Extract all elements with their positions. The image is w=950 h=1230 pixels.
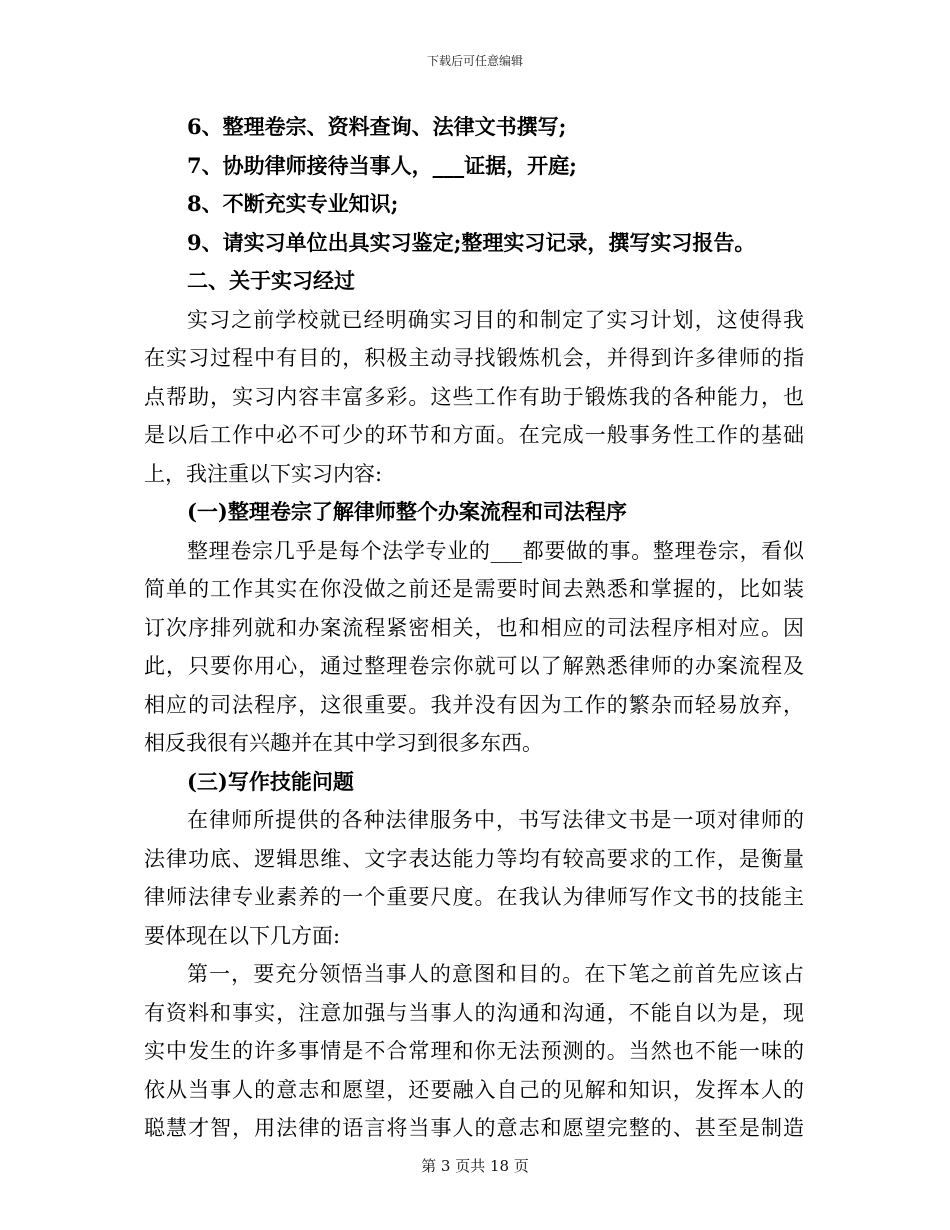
paragraph-line: 第一，要充分领悟当事人的意图和目的。在下笔之前首先应该占 <box>187 962 804 986</box>
section-heading: 二、关于实习经过 <box>187 268 355 293</box>
list-item: 7、协助律师接待当事人，___证据，开庭; <box>187 152 577 178</box>
paragraph-line: 点帮助，实习内容丰富多彩。这些工作有助于锻炼我的各种能力，也 <box>144 384 804 409</box>
paragraph-line: 此，只要你用心，通过整理卷宗你就可以了解熟悉律师的办案流程及 <box>144 654 804 678</box>
paragraph-line: 上，我注重以下实习内容: <box>144 461 383 486</box>
subheading: (一)整理卷宗了解律师整个办案流程和司法程序 <box>187 499 627 524</box>
paragraph-line: 相反我很有兴趣并在其中学习到很多东西。 <box>144 731 543 755</box>
paragraph-line: 订次序排列就和办案流程紧密相关，也和相应的司法程序相对应。因 <box>144 615 804 640</box>
paragraph-line: 整理卷宗几乎是每个法学专业的___都要做的事。整理卷宗，看似 <box>187 538 804 563</box>
paragraph-line: 依从当事人的意志和愿望，还要融入自己的见解和知识，发挥本人的 <box>144 1077 804 1102</box>
paragraph-line: 是以后工作中必不可少的环节和方面。在完成一般事务性工作的基础 <box>144 423 804 447</box>
paragraph-line: 要体现在以下几方面: <box>144 923 341 948</box>
subheading: (三)写作技能问题 <box>187 768 354 794</box>
list-item: 9、请实习单位出具实习鉴定;整理实习记录，撰写实习报告。 <box>187 229 756 255</box>
paragraph-line: 律师法律专业素养的一个重要尺度。在我认为律师写作文书的技能主 <box>144 885 804 909</box>
paragraph-line: 简单的工作其实在你没做之前还是需要时间去熟悉和掌握的，比如装 <box>144 577 804 601</box>
paragraph-line: 在律师所提供的各种法律服务中，书写法律文书是一项对律师的 <box>187 808 804 832</box>
list-item: 8、不断充实专业知识; <box>187 191 399 216</box>
list-item: 6、整理卷宗、资料查询、法律文书撰写; <box>187 114 567 139</box>
page-header: 下载后可任意编辑 <box>426 54 523 68</box>
document-body <box>144 108 804 1148</box>
paragraph-line: 相应的司法程序，这很重要。我并没有因为工作的繁杂而轻易放弃， <box>144 692 804 717</box>
page-footer: 第 3 页共 18 页 <box>421 1157 529 1175</box>
paragraph-line: 聪慧才智，用法律的语言将当事人的意志和愿望完整的、甚至是制造 <box>144 1116 804 1140</box>
paragraph-line: 法律功底、逻辑思维、文字表达能力等均有较高要求的工作，是衡量 <box>144 846 804 871</box>
paragraph-line: 有资料和事实，注意加强与当事人的沟通和沟通，不能自以为是，现 <box>144 1000 804 1025</box>
paragraph-line: 在实习过程中有目的，积极主动寻找锻炼机会，并得到许多律师的指 <box>144 346 804 370</box>
paragraph-line: 实习之前学校就已经明确实习目的和制定了实习计划，这使得我 <box>187 307 804 332</box>
paragraph-line: 实中发生的许多事情是不合常理和你无法预测的。当然也不能一味的 <box>144 1039 804 1063</box>
